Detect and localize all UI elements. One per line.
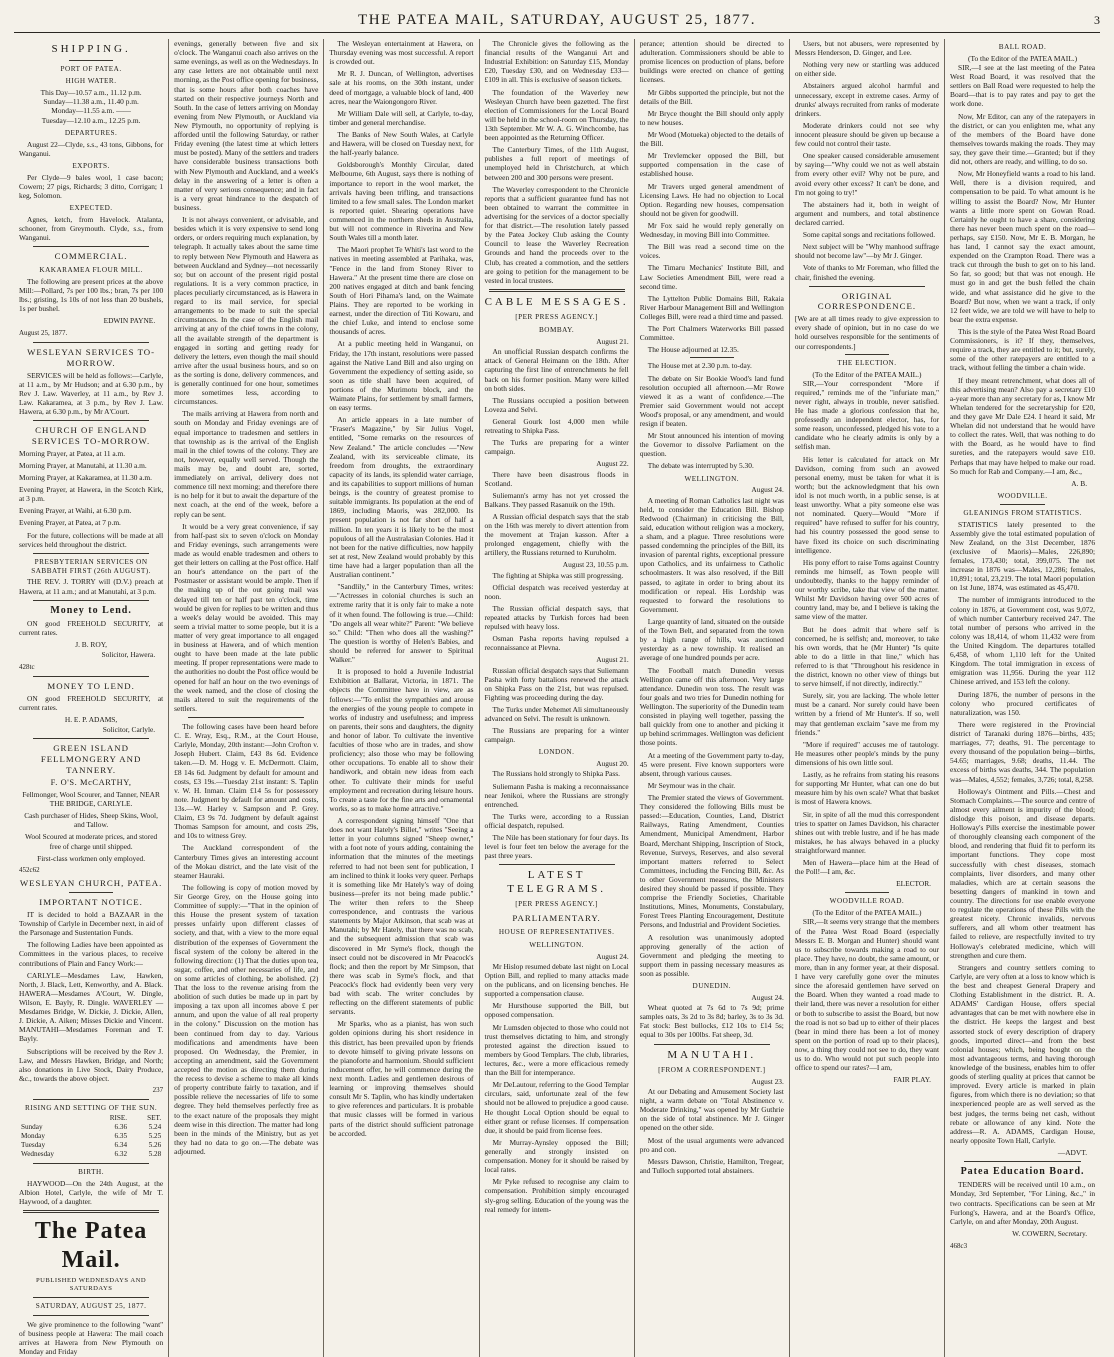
telegram-text: The Football match Dunedin versus Wellington came off this afternoon. Very large attendance. Dunedin won toss. The result was four goals and two tries for Dunedin nothing for Wellington. The superiority of the Dunedin team consisted in playing well together, passing the ball quickly from one to another and picking it up behind scrimmages. Wellington was deficient those points. [639,665,784,748]
divider [33,1163,149,1164]
letter-signature: ELECTOR. [896,879,932,889]
divider [809,286,925,287]
column-1 [14,39,169,1357]
fellmongery-heading: GREEN ISLAND FELLMONGERY AND TANNERY. [40,743,142,775]
article-text: The Maori prophet Te Whiti's last word to the natives in meeting assembled at Parihaka, was, "Fence in the land from Stoney River to Hawera." At the present time there are close on 200 natives engaged at ditch and bank fencing South of Hori Pihama's land, on the Waimate Plains. They are reported to be working in earnest, under the direction of Titi Kowaru, and the chief Luke, and intend to enclose some thousands of acres. [329,245,474,337]
parliament-text: The House adjourned at 12.35. [647,345,739,355]
education-board-text: TENDERS will be received until 10 a.m., on Monday, 3rd September, "For Lining, &c.," in two contracts. Specifications can be seen at Mr Furlong's, Hawera, and at the Board's Office, Carlyle, on and after Monday, 20th August. [950,1180,1096,1226]
column-2 [169,39,324,1357]
parliament-text: The Port Chalmers Waterworks Bill passed Committee. [639,324,784,343]
wesleyan-heading: WESLEYAN SERVICES TO-MORROW. [27,346,156,368]
article-text: Mr William Dale will sell, at Carlyle, to-day, timber and general merchandise. [329,108,474,127]
article-text: At a public meeting held in Wanganui, on Friday, the 17th instant, resolutions were passed against the Native Land Bill and also urging on Government the expediency of setting aside, so soon as title shall have been acquired, of portions of the Murimotu block, and the Waimate Plains, for settlement by small farmers, on easy terms. [329,339,474,413]
money-to-lend-signature: Solicitor, Hawera. [101,650,156,660]
cable-text: General Gourk lost 4,000 men while retreating to Shipka Pass. [484,416,629,436]
money-to-lend-heading-2: MONEY TO LEND. [47,681,135,692]
letter-text: Now, Mr Honeyfield wants a road to his land. Well, there is a division required, and compensation to be paid. To what amount is he willing to assist the Board? Now, Mr Hunter wants a little more spent on Gowan Road. Certainly he ought to have a share, considering there has never been much spent on the road—perhaps, say £150. Now, Mr E. B. Morgan, he has land, I cannot say the exact amount, expended on the Crampton Road. There was a track cut through the bush to get on to his land. So far, so good; but that was not enough. He must go in and get the bush felled the chain wide, and what assistance did he give to the Board? But now, when we want a track, if only 12 feet wide, we are told we will have to help to bear the extra expense. [950,169,1096,324]
divider [845,354,889,355]
table-cell: 6.36 [114,1123,128,1132]
house-heading: HOUSE OF REPRESENTATIVES. [498,928,615,937]
letter-text: Surely, sir, you are lacking. The whole letter must be a canard. Nor surely could have been written by a friend of Mr Hunter's. If so, well may that gentleman exclaim "save me from my friends." [794,691,940,737]
paper-date: SATURDAY, AUGUST 25, 1877. [35,1302,147,1311]
telegram-text: A meeting of Roman Catholics last night was held, to consider the Education Bill. Bishop Redwood (Chairman) in criticising the Bill, said, education without religion was a mockery, a sham, and a plague. Three resolutions were passed condemning the principles of the Bill, its invasion of parental rights, exceptional pressure upon Catholics, and its unfairness to Catholic schoolmasters. It was also resolved, if the Bill passed, to agitate in order to bring about its modification or repeal. His Lordship was requested to forward the resolutions to Government. [639,495,784,614]
divider [654,1044,770,1045]
article-text: The Waverley correspondent to the Chronicle reports that a sufficient guarantee fund has not been obtained to warrant the committee in advertising for the services of a doctor specially for that district.—The resolution lately passed by the Patea Jockey Club asking the County Council to lease the Waverley Recreation Grounds and hand the proceeds over to the Club, has created a commotion, and the settlers are going to petition for the management to be vested in local trustees. [484,184,629,285]
ad-reference: 237 [152,1086,164,1094]
parliament-text: Mr Trevlemcker opposed the Bill, but supported compensation in the case of established house. [639,151,784,179]
church-line: Evening Prayer, at Waihi, at 6.30 p.m. [19,506,132,516]
column-7 [945,39,1100,1357]
table-cell: Monday [21,1132,45,1141]
parliament-text: The Timaru Mechanics' Institute Bill, and Law Societies Amendment Bill, were read a second time. [639,263,784,291]
table-row [19,1123,163,1132]
table-cell: 5.25 [148,1132,162,1141]
letter-text: Lastly, as he refrains from stating his reasons for supporting Mr Hunter, what can one do but measure him by his own scale? What that basket is most of Hawera knows. [794,770,940,807]
advertisement-text: Strangers and country settlers coming to Carlyle, are very often at a loss to know which is the best and cheapest General Drapery and Clothing Establishment in the district. R. A. ADAMS' Cardigan House, offers special advantages that can be met with nowhere else in the district. He keeps the largest and best assorted stock of every description of drapery goods, imported direct—and from the best colonial houses; which, being bought on the most advantageous terms, and having thorough knowledge of the business, enables him to offer goods of sterling quality at prices that cannot be improved. Every article is marked in plain figures, from which there is no deviation; so that inexperienced people are as well served as the best judges, the terms being net cash, without rebate or allowance of any kind. Note the address—R. A. ADAMS, Cardigan House, nearly opposite Town Hall, Carlyle. [950,962,1096,1145]
table-cell: 5.28 [148,1149,162,1158]
woodville-heading: WOODVILLE. [997,491,1048,500]
article-text: The Chronicle gives the following as the financial results of the Wanganui Art and Industrial Exhibition: on Saturday £15, Monday £20, Tuesday £30, and on Wednesday £33—£109 in all. This is exclusive of season tickets. [484,39,629,85]
cable-text: The fighting at Shipka was still progressing. [492,570,624,580]
church-heading: CHURCH OF ENGLAND SERVICES TO-MORROW. [31,425,151,446]
table-cell: 5.26 [148,1141,162,1150]
cable-text: The Russian official despatch says, that repeated attacks by Turkish forces had been repulsed with heavy loss. [484,603,629,632]
fellmongery-text: Cash purchaser of Hides, Sheep Skins, Wool, and Tallow. [24,811,158,830]
manutahi-heading: MANUTAHI. [667,1048,757,1061]
article-text: A correspondent signing himself "One that does not want Hately's Billet," writes "Seeing a letter in your columns signed "Sheep owner," with a foot note of yours adding, containing the information that the minutes of the meetings referred to had not been sent for publication, I am inclined to think it looks very queer. Perhaps it is something like Mr Hately's way of doing business—prefer its not being made public." The writer then refers to the Sheep correspondence, and contrasts the various statements by Major Atkinson, that scab was at Manutahi; by Mr Hately, that there was no scab, and the subsequent admission that scab was discovered in Mr Syme's flock, though the insect could not be discovered in Mr Peacock's flock; and then the report by Mr Simpson, that there was scab in Syme's flock, and that Peacock's flock had evidently been very very bad with scab. The writer concludes by reflecting on the different statements of public servants. [329,815,474,1017]
divider [33,246,149,247]
table-header: RISE. [109,1114,128,1123]
divider [23,1210,159,1213]
commercial-heading: COMMERCIAL. [54,251,128,262]
divider [489,289,625,292]
latest-telegrams-heading: LATEST TELEGRAMS. [507,869,606,895]
mill-signature: EDWIN PAYNE. [103,316,156,326]
correspondence-heading: ORIGINAL CORRESPONDENCE. [817,290,917,312]
mill-date: August 25, 1877. [19,329,68,338]
cable-text: There have been disastrous floods in Scotland. [484,469,629,488]
shipping-heading: SHIPPING. [51,43,131,55]
column-6 [790,39,945,1357]
letter-text: His pony effort to raise Toms against Country reminds me himself, as Town people will undoubtedly, thanks to the happy reminder of our worthy scribe, take that view of the matter. Whilst Mr Davidson having over 500 acres of country land, may be, and I believe is taking the same view of the matter. [794,557,940,622]
wellington-heading-2: WELLINGTON. [684,474,740,483]
church-line: Morning Prayer, at Manutahi, at 11.30 a.m. [19,460,147,470]
manutahi-text: Most of the usual arguments were advanced pro and con. [639,1135,784,1154]
dateline: August 24. [751,485,784,495]
article-text: Goldsborough's Monthly Circular, dated Melbourne, 6th August, says there is nothing of importance to report in the wool market, the arrivals having been trifling, and transactions limited to a few small sales. The London market is reported quiet. Shearing operations have commenced in the northern sheds in Australia, but will not commence in Riverina and New South Wales till a month later. [329,160,474,243]
letter-signature: FAIR PLAY. [893,1075,932,1085]
education-board-signature: W. COWERN, Secretary. [1012,1228,1088,1238]
wesleyan-text: SERVICES will be held as follows:—Carlyle, at 11 a.m., by Mr Hudson; and at 6.30 p.m., by Rev J. Law. Waverley, at 11 a.m., by Rev J. Law. Kakaramea, at 3 p.m., by Rev J. Law. Hawera, at 6.30 p.m., by Mr A'Court. [19,370,164,417]
letter-text: SIR,—Your correspondent "More if required," reminds me of the "infuriate man," never right, always in trouble, never satisfied. He has made a glorious confession that he, professedly an independent elector, has, for some reason, unconfessed, pledged his vote to a candidate who he clearly admits is only by a selfish man. [794,378,940,452]
divider [1000,504,1045,505]
dateline: August 23. [751,1076,784,1086]
table-row [19,1150,163,1159]
paper-nameplate: The Patea Mail. [34,1217,148,1274]
birth-text: HAYWOOD—On the 24th August, at the Albion Hotel, Carlyle, the wife of Mr T. Haywood, of a daughter. [19,1178,164,1206]
manutahi-text: Messrs Dawson, Christie, Hamilton, Tregear, and Tulloch supported total abstainers. [639,1156,784,1175]
tide-line: This Day—10.57 a.m., 11.12 p.m. [40,88,142,98]
column-4 [480,39,635,1357]
ad-reference: 428tc [19,663,35,672]
parliament-text: The Lyttelton Public Domains Bill, Rakaia River Harbour Management Bill and Wellington Colleges Bill, were read a third time and passed. [639,293,784,321]
cable-text: Russian official despatch says that Suliemann Pasha with forty battalions renewed the attack on Shipka Pass on the 21st, but was repulsed. Fighting was proceeding during the day. [484,665,629,702]
fellmongery-text: First-class workmen only employed. [37,853,146,863]
parliament-text: Mr Gibbs supported the principle, but not the details of the Bill. [639,87,784,106]
church-line: Evening Prayer, at Hawera, in the Scotch Kirk, at 3 p.m. [19,485,164,504]
table-cell: 6.34 [114,1141,128,1150]
ad-reference: 452c62 [19,865,40,874]
parliamentary-heading: PARLIAMENTARY. [512,913,601,924]
woodville-road-heading: WOODVILLE ROAD. [829,897,905,906]
money-to-lend-signature: J. B. ROY, [75,640,107,650]
table-header [19,1114,89,1123]
article-text: The foundation of the Waverley new Wesleyan Church have been gazetted. The first election of Commissioners for the Local Board will be held in the school-room on Thursday, the 13th September. Mr W. A. G. Winchcombe, has been appointed as the Returning Officer. [484,87,629,143]
manutahi-text: One speaker caused considerable amusement by saying—"Why could we not as well abstain from every other evil? Why not be pure, and avoid every other excess? It can't be done, and I'm not going to try!" [794,151,940,197]
article-text: It is not always convenient, or advisable, and besides which it is very expensive to send long orders, or orders requiring much explanation, by telegraph. It actually takes about the same time to reply between New Plymouth and Hawera as between Auckland and Sydney—not necessarily so; but on account of the present rigid postal regulations. It is a very common practice, in places peculiarly circumstanced, as is Hawera in regard to its mail service, for special arrangements to be made to suit the special circumstances. In the case of the English mail arriving at any of the chief towns in the colony, all the available strength of the department is engaged in sorting and getting ready for delivery the letters, even though the mail should arrive after the usual business hours, and so on as the sorting is done, delivery commences, and is generally continued for one hour, sometimes more sometimes less, according to circumstances. [174,215,319,407]
advertisement-tag: —ADVT. [1057,1147,1088,1157]
advertisement-text: Holloway's Ointment and Pills.—Chest and Stomach Complaints.—The source and centre of almost every ailment is impurity of the blood; dislodge this poison, and disease departs. Holloway's Pills exercise the inestimable power of thoroughly cleansing each component of the blood, and rendering that fluid fit to perform its important functions. They cope most successfully with chest diseases, stomach complaints, liver disorders, and many other maladies, which are at certain seasons the besetting dangers of mankind in town and country. The directions for use enable everyone to regulate the operations of these Pills with the greatest nicety. Chronic invalids, nervous sufferers, and all whom other treatment has failed to relieve, are respectfully invited to try Holloway's celebrated medicine, which will strengthen and cure them. [950,786,1096,960]
birth-heading: BIRTH. [78,1167,105,1176]
lead-article: We give prominence to the following "want" of business people at Hawera: The mail coach arrives at Hawera from New Plymouth on Monday and Friday [19,1320,164,1357]
divider [69,892,113,893]
table-cell: 5.24 [148,1123,162,1132]
parliament-text: Mr Travers urged general amendment of Licensing Laws. He had no objection to Local Option. Regarding new houses, compensation should not be given for goodwill. [639,181,784,218]
page-title: THE PATEA MAIL, SATURDAY, AUGUST 25, 1877. [357,12,757,28]
statistics-text: STATISTICS lately presented to the Assembly give the total estimated population of New Zealand, on the 31st December, 1876 (exclusive of Maoris)—Males, 226,890; females, 173,430; total, 399,075. The net increase in 1876 was—Males, 12,286; females, 10,891; total, 23,219. The total Maori population on 1st June, 1874, was estimated as 45,470. [950,519,1096,593]
telegram-text: A resolution was unanimously adopted approving generally of the action of Government and pledging the meeting to support them in passing necessary measures as soon as possible. [639,932,784,979]
divider [499,864,615,865]
parliament-text: Mr Stout announced his intention of moving the Governor to dissolve Parliament on the question. [639,431,784,459]
parliament-text: The Bill was read a second time on the voices. [639,242,784,261]
dateline: August 24. [751,993,784,1002]
wesleyan-church-heading: WESLEYAN CHURCH, PATEA. [19,878,163,889]
notice-text: CARLYLE—Mesdames Law, Hawken, North, J. Black, Lett, Kenworthy, and A. Black. HAWERA—Mesdames A'Court, W. Dingle, Wilson, E. Bayly, R. Dingle. WAVERLEY — Mesdames Bridge, W. Dickie, J. Dickie, Allen, J. Dickie, A. Aiken; Misses Dickie and Vincent. MANUTAHI—Mesdames Foreman and T. Bayly. [19,970,164,1044]
article-text: An article appears in a late number of "Fraser's Magazine," by Sir Julius Vogel, entitled, "Some remarks on the resources of New Zealand." The article concludes —"New Zealand, with its serviceable climate, its freedom from droughts, the extraordinary capacity of its lands, its splendid water carriage, and its capabilities to support millions of human beings, is the country of greatest promise to suitable immigrants. Its population at the end of 1869, including Maoris, was 282,000. Its present population is not far short of half a million. In ten years it is likely to be the most populous of all the Australasian Colonies. Had it not been for the native difficulties, now happily set at rest, New Zealand would probably by this time have had a larger population than all the Australian continent." [329,415,474,580]
cable-messages-heading: CABLE MESSAGES. [484,295,629,308]
parliament-text: The House met at 2.30 p.m. to-day. [647,361,752,371]
church-line: Evening Prayer, at Patea, at 7 p.m. [19,518,121,528]
article-text: The mails arriving at Hawera from north and south on Monday and Friday evenings are of equal importance to tradesmen and settlers in that township as is the arrival of the English mail in the chief towns of the colony. They are not, however, equally well served. Though the mails may be, and doubt are, sorted, immediately on arrival, delivery does not commence till next morning; and therefore there is no help for it but to await the departure of the next coach, at the end of the week, before a reply can be sent. [174,409,319,519]
sun-table [19,1114,163,1158]
table-cell: Wednesday [21,1149,54,1158]
fellmongery-text: Wool Scoured at moderate prices, and stored free of charge until shipped. [24,832,158,851]
london-heading: LONDON. [538,748,575,757]
manutahi-text: Next subject will be "Why manhood suffrage should not become law"—by Mr J. Ginger. [794,242,940,261]
table-cell: Tuesday [21,1141,46,1150]
election-subheading: (To the Editor of the PATEA MAIL.) [812,369,922,379]
letter-text: "More if required" accuses me of tautology. He measures other people's minds by the puny dimensions of his own little soul. [794,739,940,768]
dunedin-heading: DUNEDIN. [692,982,732,991]
statistics-text: During 1876, the number of persons in the colony who procured certificates of naturalization, was 150. [950,689,1096,717]
parliament-text: perance; attention should be directed to adulteration. Commissioners should be able to promise licences on production of plans, before buildings were erected on chance of getting licenses. [639,39,784,85]
tides-list [19,88,163,124]
table-cell: Sunday [21,1123,43,1132]
sun-heading: RISING AND SETTING OF THE SUN. [24,1103,158,1112]
parliament-text: Mr DeLautour, referring to the Good Templar circulars, said, unfortunate zeal of the few should not be allowed to prejudice a good cause. He thought Local Option should be equal to either grant or refuse licenses. If compensation due, it should be paid from license fees. [484,1080,629,1135]
wellington-heading: WELLINGTON. [529,940,584,949]
cable-text: The Russians occupied a position between Loveza and Selvi. [484,395,629,414]
divider [33,553,149,554]
article-text: The Auckland correspondent of the Canterbury Times gives an interesting account of the Mokau district, and the late visit of the steamer Hauraki. [174,843,319,880]
ad-reference: 468c3 [950,1242,968,1250]
departures-heading: DEPARTURES. [64,128,118,137]
article-text: The following is copy of motion moved by Sir George Grey, on the House going into Committee of supply:—"That in the opinion of this House the present system of taxation presses unfairly upon different classes of society, and that, with a view to the more equal distribution of the expenses of Government the fiscal system of the colony be altered in the following direction: (1) That the duties upon tea, sugar, coffee, and other necessaries of life, and on some articles of clothing, be abolished. (2) That the loss to the revenue arising from the abolition of such duties be made up in part by imposing a tax upon all incomes above £ per annum, and upon the value of all real property in the colony." Discussion on the motion has been continued from day to day. Various modifications and amendments have been proposed. On Wednesday, the Premier, in accepting an amendment, said the Government accepted the motion as directing them during the recess to devise a scheme to make all kinds of property contribute fairly to taxation, and if possible relieve the necessaries of life to some degree. They held themselves perfectly free as to the exact nature of the proposals they might deem wise in this direction. The matter had long been in the minds of the Ministry, but as yet they had no data to go on.—The debate was adjourned. [174,882,319,1157]
telegram-text: Wheat quoted at 7s 6d to 7s 9d; prime samples oats, 3s 2d to 3s 8d; barley, 3s to 3s 3d. Fat stock: Best bullocks, £12 10s to £14 5s; equal to 30s per 100lbs. Fat sheep, 3d. [639,1003,784,1040]
latest-telegrams-subheading: [PER PRESS AGENCY.] [515,900,598,909]
divider [188,717,304,718]
court-cases: The following cases have been heard before C. E. Wray, Esq., R.M., at the Court House, Carlyle, Monday, 20th instant:—John Crofton v. Joseph Hubert. Claim, £43 8s 6d. Evidence taken.—D. M. Hogg v. E. McDermott. Claim, £8 14s 6d. Judgment by default for amount and costs, £3 19s.—Tuesday 21st instant: S. Taplin v. W. H. Inman. Claim £14 5s for possessory note. Judgment by default for amount and costs, 13s.—W. Harley v. Sampson and P. Grey. Claim, £3 9s 7d. Judgment by default against Thomas Sampson for amount, and costs 29s, and 10s to witness Grey. [174,721,319,841]
mill-text: The following are present prices at the above Mill:—Pollard, 7s per 100 lbs.; bran, 7s per 100 lbs.; gristing, 1s 10s of not less than 20 bushels, 1s per bushel. [19,276,164,314]
manutahi-text: Users, but not abusers, were represented by Messrs Henderson, D. Ginger, and Lee. [794,39,940,58]
cable-text: An unofficial Russian despatch confirms the attack of General Heimann on the 18th. After capturing the first line of entrenchments he fell back on his former position. Many were killed on both sides. [484,347,629,393]
dateline: August 20. [596,759,629,769]
manutahi-text: Some capital songs and recitations followed. [802,230,936,240]
divider [33,1315,149,1316]
parliament-text: The debate was interrupted by 5.30. [647,461,754,471]
dateline: August 21. [596,655,629,665]
parliament-text: Mr Lumsden objected to those who could not trust themselves dictating to him, and strongly protested against the direction issued to members by Good Templars. The club, libraries, lectures, &c., were a more efficacious remedy than the Bill for intemperance. [484,1022,629,1078]
article-text: evenings, generally between five and six o'clock. The Wanganui coach also arrives on the same evenings, as well as on the Wednesdays. In any case letters are not obtainable until next morning, as the Post office opening for business, that is some hours after both coaches have started on their respective journeys North and South. In the case of letters arriving on Monday evening from New Plymouth, or Auckland via New Plymouth, no opportunity of replying is afforded until the following Saturday, or rather Friday evening (the latest time at which letters must be posted). Many of the settlers and traders have considerable business transactions both with New Plymouth and Auckland, and a week's delay in the answering of a letter is often a matter of very serious consequence; and in fact is a very great hindrance to the despatch of business. [174,39,319,212]
article-text: The Wesleyan entertainment at Hawera, on Thursday evening was most successful. A report is crowded out. [329,39,474,67]
article-text: It is proposed to hold a Juvenile Industrial Exhibition at Ballarat, Victoria, in 1871. The objects the Committee have in view, are as follows:—"To enlist the sympathies and arouse the energies of the young people to compete in works of industry and usefulness; and impress on parents, their sons and daughters, the dignity and honor of labor. To cultivate the inventive faculties of those who are in trades, and show proficiency; also those who may be following other occupations. To enable all to show their handiwork, and obtain new ideas from each other. To cultivate their minds for useful employment and recreation during leisure hours. To create a taste for the fine arts and ornamental works, so as to make home attractive." [329,667,474,813]
cable-text: The Russians are preparing for a winter campaign. [484,726,629,745]
manutahi-text: The abstainers had it, both in weight of argument and numbers, and total abstinence declared carried. [794,199,940,227]
church-line: For the future, collections will be made at all services held throughout the district. [19,530,164,549]
ball-road-subheading: (To the Editor of the PATEA MAIL.) [968,53,1078,63]
fellmongery-name: F. O'S. McCARTHY, [50,777,132,787]
table-row [19,1132,163,1141]
exports-text: Per Clyde—9 bales wool, 1 case bacon; Cowern; 27 pigs, Richards; 3 ditto, Corrigan; 1 keg, Solomon. [19,172,164,200]
parliament-text: Mr Murray-Aynsley opposed the Bill; generally and strongly insisted on compensation. Money for it should be raised by local rates. [484,1137,629,1175]
cable-text: Osman Pasha reports having repulsed a reconnaissance at Plevna. [484,634,629,653]
telegram-text: Large quantity of land, situated on the outside of the Town Belt, and separated from the town by a high range of hills, was auctioned yesterday as a new township. It realised an average of one hundred pounds per acre. [639,616,784,663]
letter-text: His letter is calculated for attack on Mr Davidson, coming from such an avowed personal enemy, must be taken for what it is worth; but the acknowledgment that his own idol is not much worth, in a public sense, is at least unworthy. What a pity someone else was not nominated. Query—Would "More if required" have refused to suffer for his country, had his country possessed the good sense to have fixed its choice on such discriminating intelligence. [794,454,940,555]
parliament-text: Mr Hislop resumed debate last night on Local Option Bill, and replied to many attacks made on the publicans, and on licensing benches. He supported a compensation clause. [484,961,629,999]
divider [33,1099,149,1100]
telegram-text: The Premier stated the views of Government. They considered the following Bills must be passed:—Education, Counties, Land, District Railways, Rating Amendment, Counties Amendment, Municipal Amendment, Harbor Board, Merchant Shipping, Inscription of Stock, Revenue, Surveys, Reserves, and also several important matters referred to Select Committees, including the Fencing Bill, &c. As to other Government measures, the Ministers desired they should be passed if possible. They comprise the Friendly Societies, Charitable Institutions, Mines, Monuments, Constabulary, Forest Trees Planting Encouragement, Destitute Persons, and Industrial and Provident Societies. [639,792,784,930]
money-to-lend-heading: Money to Lend. [50,604,132,616]
election-heading: THE ELECTION. [837,358,897,367]
dateline: August 23, 10.55 p.m. [562,560,629,570]
article-text: It would be a very great convenience, if say from half-past six to seven o'clock on Monday and Friday evenings, such arrangements were made as would enable tradesmen and others to get their letters on calling at the Post office. Half an hour's attendance on the part of the Postmaster or assistant would be ample. Then if the making up of the out going mail was delayed till ten or half past ten o'clock, time would be given for replies to be written and thus a week's delay would be avoided. This may seem a trivial matter to some people, but it is a matter of very great importance to all engaged in business at Hawera, and of which mention ought to have been made at the late public meeting. If proper representations were made to the authorities no doubt the Post office would be opened for half an hour on the two evenings of the week named, and the close of closing the mails altered to suit the requirements of the settlers. [174,521,319,713]
parliament-text: The debate on Sir Bookie Wood's land fund resolution occupied all afternoon.—Mr Rowe viewed it as a want of confidence.—The Premier said Government would not accept Wood's proposal, or any amendment, and would resign if beaten. [639,373,784,429]
notice-heading: IMPORTANT NOTICE. [39,897,143,908]
church-line: Morning Prayer, at Patea, at 11 a.m. [19,448,126,458]
expected-heading: EXPECTED. [69,203,113,212]
letter-signature: A. B. [1071,478,1088,488]
woodville-road-subheading: (To the Editor of the PATEA MAIL.) [812,908,922,918]
telegram-text: Mr Seymour was in the chair. [647,780,736,790]
article-text: "Sandlily," in the Canterbury Times, writes:—"Actresses in colonial churches is such an extreme rarity that it is only fair to make a note of it when found. The following is true.—Child: "Do angels all wear white?" Parent: "We believe so." Child: "Then who does all the washing?" The question is worthy of Helen's Babies, and should be referred for answer to Spiritual Walker." [329,582,474,665]
letter-text: Men of Hawera—place him at the Head of the Poll!—I am, &c. [794,858,940,877]
cable-text: The Turks were, according to a Russian official despatch, repulsed. [484,811,629,830]
manutahi-text: Vote of thanks to Mr Foreman, who filled the chair, finished the evening. [794,263,940,282]
letter-text: SIR,—I see at the last meeting of the Patea West Road Board, it was resolved that the settlers on Ball Road were requested to help the Board—that is to pay rates and pay to get the work done. [950,62,1096,109]
manutahi-text: Moderate drinkers could not see why innocent pleasure should be given up because a few could not control their taste. [794,120,940,149]
money-to-lend-text-2: ON good FREEHOLD SECURITY, at current rates. [19,693,164,712]
presbyterian-heading: PRESBYTERIAN SERVICES ON SABBATH FIRST (26th AUGUST). [31,557,151,575]
divider [964,1161,1081,1162]
table-row [19,1141,163,1150]
manutahi-text: Nothing very new or startling was adduced on either side. [794,60,940,79]
notice-text: IT is decided to hold a BAZAAR in the Township of Carlyle in December next, in aid of the Parsonage and Sustentation Funds. [19,910,164,938]
paper-subtitle: PUBLISHED WEDNESDAYS AND SATURDAYS [35,1276,147,1293]
parliament-text: Mr Bryce thought the Bill should only apply to new houses. [639,108,784,127]
money-to-lend-signature-2: H. E. P. ADAMS, [64,715,118,725]
table-header: SET. [147,1114,162,1123]
parliament-text: Mr Wood (Motueka) objected to the details of the Bill. [639,129,784,149]
money-to-lend-signature-2: Solicitor, Carlyle. [102,725,156,735]
tide-line: Tuesday—12.10 a.m., 12.25 p.m. [41,115,141,125]
cable-text: A Russian official despatch says that the stab on the 16th was merely to divert attention from the movement at Trajan kasson. After a prolonged engagement, chiefly with the artillery, the Russians returned to Kuruholm. [484,511,629,558]
divider [33,342,149,343]
dateline: August 21. [596,337,629,347]
fellmongery-text: Fellmonger, Wool Scourer, and Tanner, NEAR THE BRIDGE, CARLYLE. [22,790,160,809]
manutahi-text: At our Debating and Amusement Society last night, a warm debate on "Total Abstinence v. Moderate Drinking," was opened by Mr Guthrie on the side of total abstinence. Mr J. Ginger opened on the other side. [639,1087,784,1133]
notice-text: The following Ladies have been appointed as Committees in the various places, to receive contributions of Plain and Fancy Work:— [19,940,164,968]
parliament-text: Mr Hursthouse supported the Bill, but opposed compensation. [484,1001,629,1020]
cable-text: The Russians hold strongly to Shipka Pass. [492,769,621,779]
manutahi-text: Abstainers argued alcohol harmful and unnecessary, except in extreme cases. Army of drunks' always recruited from ranks of moderate drinkers. [794,81,940,118]
letter-text: Now, Mr Editor, can any of the ratepayers in the district, or can you enlighten me, what any of the members of the Board have done themselves towards making the roads. They may say, they gave their time.—Granted; but if they did not, others are ready, and willing, to do so. [950,111,1096,167]
dateline: August 22. [596,459,629,469]
exports-heading: EXPORTS. [72,161,110,170]
page-number: 3 [1094,13,1100,27]
divider [33,738,149,739]
dateline: August 24. [596,951,629,961]
expected-text: Agnes, ketch, from Havelock. Atalanta, schooner, from Greymouth. Clyde, s.s., from Wanganui. [19,214,164,243]
correspondence-note: [We are at all times ready to give expression to every shade of opinion, but in no case do we hold ourselves responsible for the sentiments of our correspondents.] [794,314,940,351]
parliament-text: Mr Fox said he would reply generally on Wednesday, in moving Bill into Committee. [639,220,784,240]
letter-text: But he does admit that where self is concerned, he is selfish; and, moreover, to take his own words, that he (Mr Hunter) "Is quite able to do a little in that line," which has referred to is that "Throughout his residence in the district, known no other view of things but to serve himself, if not directly, indirectly." [794,624,940,689]
high-water-heading: HIGH WATER. [65,77,117,86]
cable-text: Suliemann Pasha is making a reconnaissance near Jenikoi, where the Russians are strongly entrenched. [484,781,629,809]
manutahi-subheading: [FROM A CORRESPONDENT.] [658,1066,766,1075]
letter-text: If they meant retrenchment, what does all of this advertising mean? Also pay a secretary £10 a-year more than any secretary for as, I know Mr Whelan tendered for the secretaryship for £20, and they gave Mr Dale £24. I heard it said, Mr Whelan did not understand that he would have to collect the rates. Well, that was nothing to do with the Board, as he would have to find sureties, and the ratepayers would save £10. Perhaps that may have helped to make our road. So much for Rab and Company.—I am, &c., [950,375,1096,476]
statistics-text: The number of immigrants introduced to the colony in 1876, at Government cost, was 9,072, of which number Canterbury received 247. The total number of persons who arrived in the colony was 18,414, of whom 11,432 were from the United Kingdom. The departures totalled 6,458, of whom 1,110 left for the United Kingdom. The total immigration in excess of emigration was 11,956. During the year 112 Chinese arrived, and 153 left the colony. [950,595,1096,687]
church-line: Morning Prayer, at Kakaramea, at 11.30 a.m. [19,472,153,482]
letter-text: This is the style of the Patea West Road Board Commissioners, is it? If they, themselves, require a track, they are entitled to it; but, surely, some of the other ratepayers are entitled to a track, without felling the timber a chain wide. [950,327,1096,373]
port-heading: PORT OF PATEA. [60,64,122,73]
bombay-heading: BOMBAY. [538,326,575,335]
cable-text: The Turks under Mehemet Ali simultaneously advanced on Selvi. The result is unknown. [484,705,629,724]
mill-heading: KAKARAMEA FLOUR MILL. [39,265,143,274]
table-row [19,1114,163,1123]
cable-messages-subheading: [PER PRESS AGENCY.] [515,313,598,322]
divider [33,600,149,601]
parliament-text: Mr Pyke refused to recognise any claim to compensation. Prohibition simply encouraged sly-grog selling. Education of the young was the real remedy for intem- [484,1177,629,1214]
divider [845,892,889,893]
divider [69,60,113,61]
letter-text: SIR,—It seems very strange that the members of the Patea West Road Board (especially Messrs E. B. Morgan and Hunter) should want us to subscribe towards making a road to our place. They have, no doubt, the same amount, or more, than in any former year, at their disposal. I have very carefully gone over the minutes since the aforesaid gentlemen have served on the Board. When they wanted a road made to their land, there was never a resolution for either or both to subscribe to assist the Board, but now the road is not so bad up to either of their places (bear in mind there has been a lot of money spent on the portion of road up to their places), now, a thing they could not see to do, they want us to do. Who would not put such people into office to spend our rates?—I am, [794,917,940,1073]
money-to-lend-text: ON good FREEHOLD SECURITY, at current rates. [19,618,164,638]
presbyterian-text: THE REV. J. TORRY will (D.V.) preach at Hawera, at 11 a.m.; and at Manutahi, at 3 p.m. [19,577,164,596]
page-header [14,12,1100,33]
article-text: The Canterbury Times, of the 11th August, publishes a full report of meetings of unemployed held in Christchurch, at which between 200 and 300 persons were present. [484,145,629,182]
divider [690,357,734,358]
statistics-text: There were registered in the Provincial district of Taranaki during 1876—births, 435; marriages, 77; deaths, 91. The percentage to every thousand of the population being—births, 54.65; marriages, 9.68; deaths, 11.44. The excess of births was deaths, 344. The population was—Males, 4,552; females, 3,726; total, 8,258. [950,719,1096,784]
divider [33,420,149,421]
article-text: Mr Sparks, who as a pianist, has won such golden opinions during his short residence in this district, has been prevailed upon by friends to devote himself to giving private lessons on the pianoforte and harmonium. Should sufficient inducement offer, he will commence during the next month. Ladies and gentlemen desirous of learning or improving themselves should consult Mr S. Taplin, who has kindly undertaken to give references and particulars. It is probable that music classes will be formed in various parts of the district should sufficient patronage be accorded. [329,1019,474,1138]
cable-text: Official despatch was received yesterday at noon. [484,582,629,601]
article-text: Mr R. J. Duncan, of Wellington, advertises sale at his rooms, on the 30th instant, under deed of mortgage, a valuable block of land, 400 acres, near the Waiongongoro River. [329,69,474,106]
column-5 [635,39,790,1357]
cable-text: Suliemann's army has not yet crossed the Balkans. They passed Rasanuik on the 19th. [484,490,629,509]
cable-text: The Turks are preparing for a winter campaign. [484,438,629,457]
columns [14,39,1100,1357]
education-board-heading: Patea Education Board. [960,1166,1085,1178]
tide-line: Monday—11.55 a.m. —— [51,106,131,116]
letter-text: Sir, in spite of all the mud this correspondent tries to spatter on James Davidson, his character shines out with treble lustre, and if he has made mistakes, he has always behaved in a plucky straightforward manner. [794,809,940,856]
table-cell: 6.35 [114,1132,128,1141]
departures-text: August 22—Clyde, s.s., 43 tons, Gibbons, for Wanganui. [19,139,164,158]
gleanings-heading: GLEANINGS FROM STATISTICS. [963,508,1082,517]
divider [33,1297,149,1298]
ball-road-heading: BALL ROAD. [998,43,1047,51]
column-3 [324,39,479,1357]
cable-text: The Nile has been stationary for four days. Its level is four feet ten below the average for the past three years. [484,833,629,861]
notice-text: Subscriptions will be received by the Rev J. Law, and Messrs Hawken, Bridge, and North; also donations in Live Stock, Dairy Produce, &c., towards the above object. [19,1046,164,1083]
article-text: The Banks of New South Wales, at Carlyle and Hawera, will be closed on Tuesday next, for the half-yearly balance. [329,129,474,158]
table-cell: 6.32 [114,1149,128,1158]
divider [33,676,149,677]
telegram-text: At a meeting of the Government party to-day, 45 were present. Five known supporters were absent, through various causes. [639,750,784,778]
tide-line: Sunday—11.38 a.m., 11.40 p.m. [43,97,139,107]
